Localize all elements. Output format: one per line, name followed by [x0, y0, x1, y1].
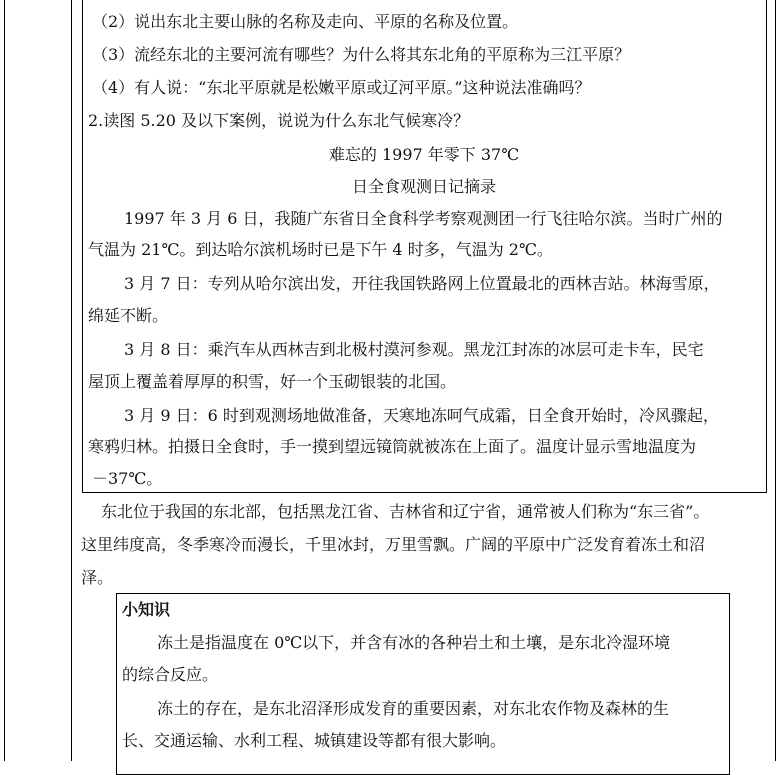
- question-4: （4）有人说：“东北平原就是松嫩平原或辽河平原。”这种说法准确吗？: [92, 78, 591, 97]
- outer-left-border: [4, 0, 5, 761]
- question-2: （2）说出东北主要山脉的名称及走向、平原的名称及位置。: [92, 12, 519, 31]
- tip-heading: 小知识: [122, 600, 171, 619]
- diary-line: －37℃。: [92, 469, 163, 488]
- intro-line: 东北位于我国的东北部，包括黑龙江省、吉林省和辽宁省，通常被人们称为“东三省”。: [101, 502, 710, 521]
- intro-line: 这里纬度高，冬季寒冷而漫长，千里冰封，万里雪飘。广阔的平原中广泛发育着冻土和沼: [81, 535, 706, 554]
- diary-line: 3 月 8 日：乘汽车从西林吉到北极村漠河参观。黑龙江封冻的冰层可走卡车，民宅: [124, 340, 704, 359]
- diary-line: 绵延不断。: [88, 306, 169, 325]
- diary-line: 3 月 7 日：专列从哈尔滨出发，开往我国铁路网上位置最北的西林吉站。林海雪原，: [124, 274, 720, 293]
- outer-right-border: [775, 0, 776, 761]
- question-3: （3）流经东北的主要河流有哪些？为什么将其东北角的平原称为三江平原？: [92, 45, 631, 64]
- diary-title: 难忘的 1997 年零下 37℃: [328, 145, 520, 164]
- diary-line: 气温为 21℃。到达哈尔滨机场时已是下午 4 时多，气温为 2℃。: [88, 240, 553, 259]
- diary-line: 寒鸦归林。拍摄日全食时，手一摸到望远镜筒就被冻在上面了。温度计显示雪地温度为: [88, 437, 697, 456]
- column-divider: [71, 0, 72, 761]
- inner-right-border: [766, 0, 767, 492]
- diary-line: 3 月 9 日：6 时到观测场地做准备，天寒地冻呵气成霜，日全食开始时，冷风骤起，: [124, 406, 719, 425]
- tip-line: 的综合反应。: [122, 665, 219, 684]
- tip-line: 长、交通运输、水利工程、城镇建设等都有很大影响。: [122, 731, 507, 750]
- tip-line: 冻土的存在，是东北沼泽形成发育的重要因素，对东北农作物及森林的生: [157, 699, 670, 718]
- inner-box-bottom: [82, 492, 767, 493]
- inner-left-border: [82, 0, 83, 492]
- intro-line: 泽。: [81, 568, 114, 587]
- tip-line: 冻土是指温度在 0℃以下，并含有冰的各种岩土和土壤，是东北冷湿环境: [157, 633, 671, 652]
- diary-line: 1997 年 3 月 6 日，我随广东省日全食科学考察观测团一行飞往哈尔滨。当时广州的: [124, 209, 723, 228]
- diary-line: 屋顶上覆盖着厚厚的积雪，好一个玉砌银装的北国。: [88, 372, 457, 391]
- diary-subtitle: 日全食观测日记摘录: [351, 177, 496, 196]
- task-2: 2.读图 5.20 及以下案例，说说为什么东北气候寒冷？: [88, 111, 470, 130]
